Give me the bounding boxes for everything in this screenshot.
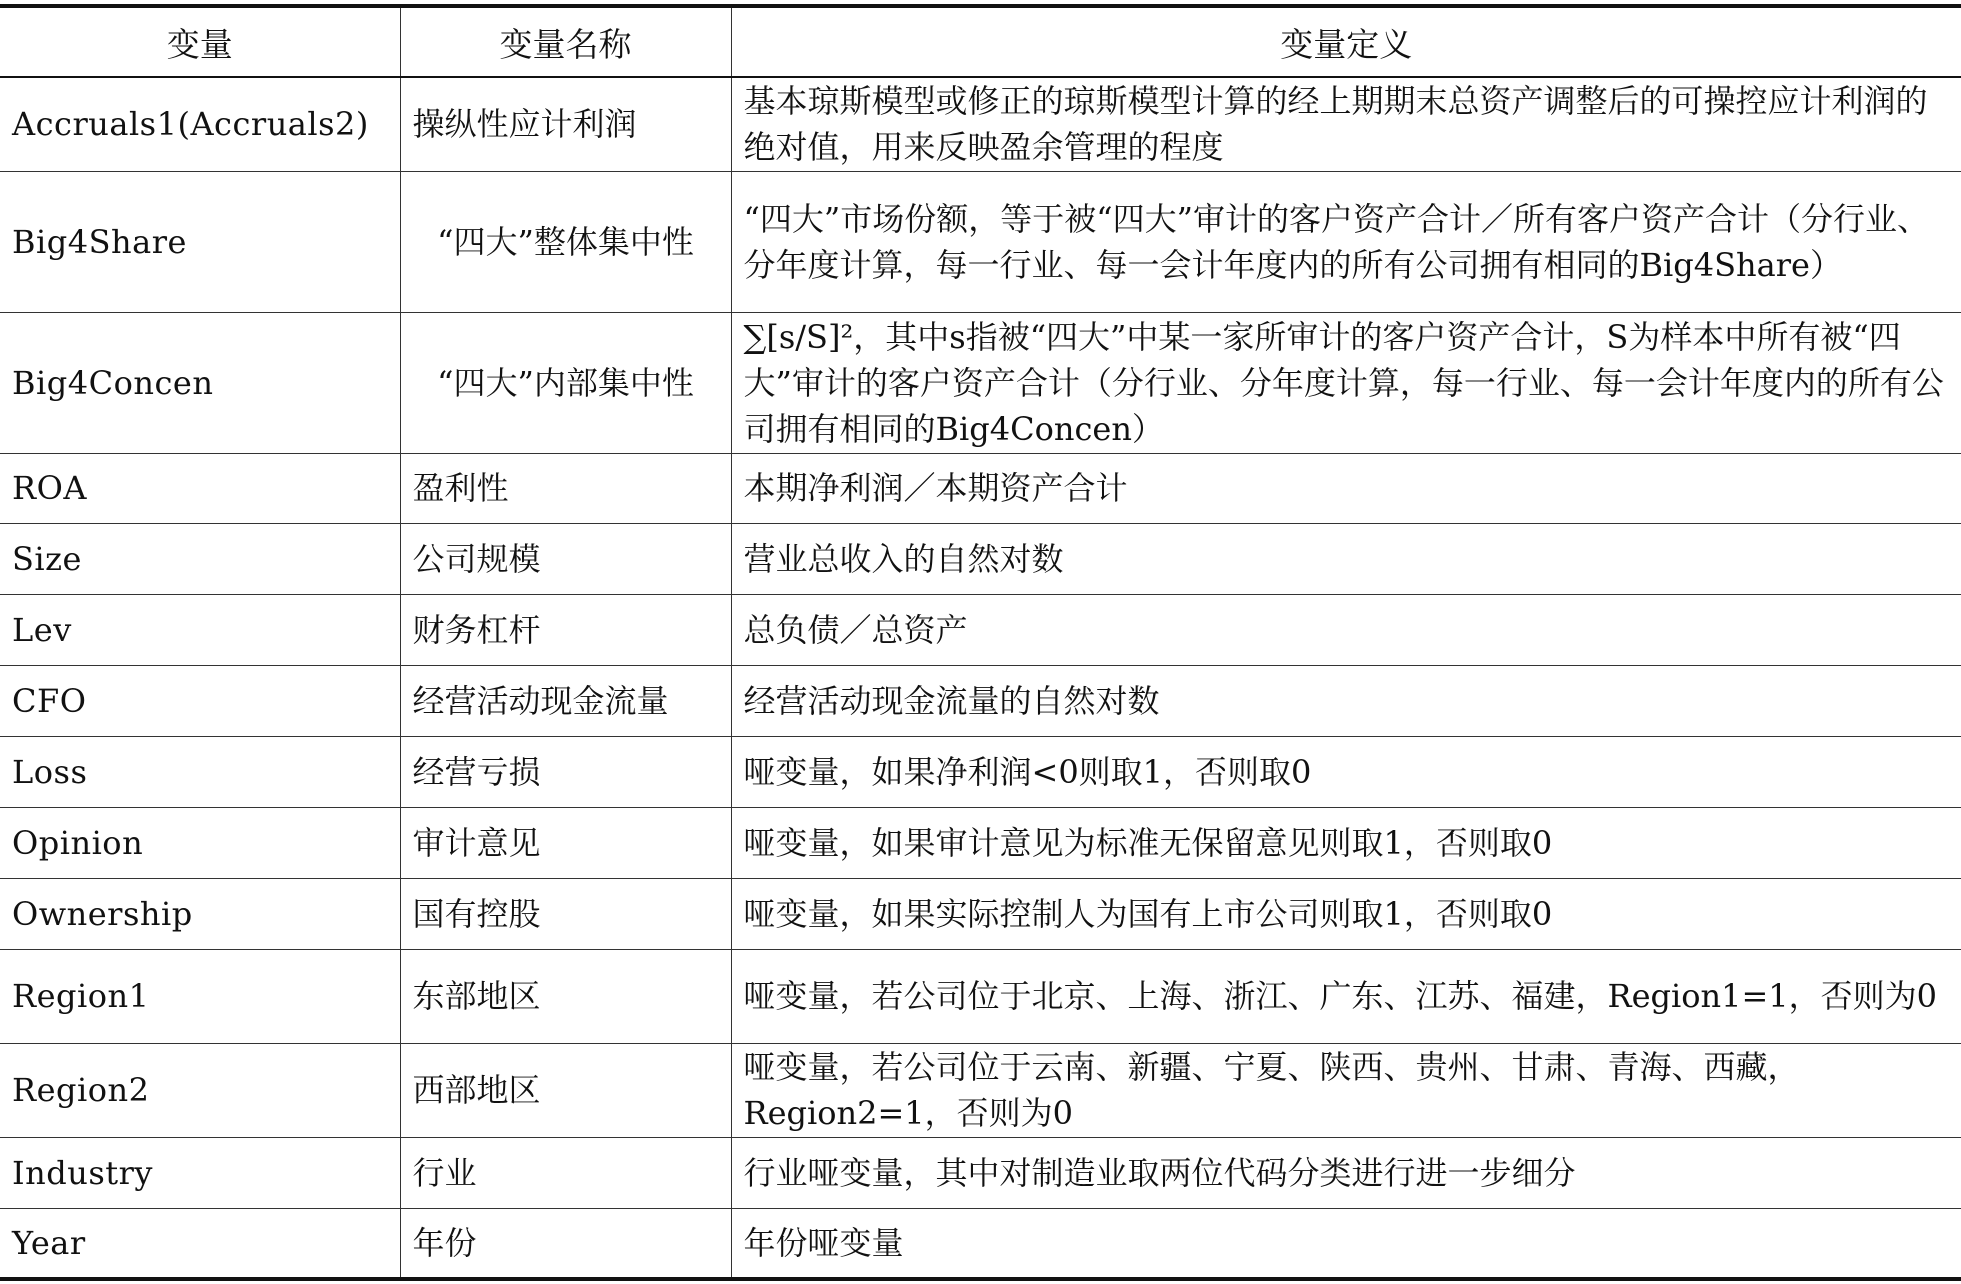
cell-variable-definition: “四大”市场份额，等于被“四大”审计的客户资产合计／所有客户资产合计（分行业、分年度计算，每一行业、每一会计年度内的所有公司拥有相同的Big4Share） bbox=[731, 171, 1961, 312]
cell-variable: Big4Concen bbox=[0, 312, 400, 453]
cell-variable-name: 东部地区 bbox=[400, 949, 731, 1043]
cell-variable: Accruals1(Accruals2) bbox=[0, 77, 400, 171]
cell-variable: Lev bbox=[0, 594, 400, 665]
cell-variable-definition: 经营活动现金流量的自然对数 bbox=[731, 665, 1961, 736]
cell-variable: Loss bbox=[0, 736, 400, 807]
cell-variable-name: 公司规模 bbox=[400, 523, 731, 594]
table-row bbox=[0, 736, 1961, 807]
cell-variable: Ownership bbox=[0, 878, 400, 949]
table-row bbox=[0, 878, 1961, 949]
cell-variable-name: 盈利性 bbox=[400, 453, 731, 523]
cell-variable-definition: 本期净利润／本期资产合计 bbox=[731, 453, 1961, 523]
cell-variable: Industry bbox=[0, 1137, 400, 1208]
table-row bbox=[0, 77, 1961, 171]
table-row bbox=[0, 171, 1961, 312]
cell-variable-name: 行业 bbox=[400, 1137, 731, 1208]
table-row bbox=[0, 807, 1961, 878]
cell-variable: Big4Share bbox=[0, 171, 400, 312]
cell-variable-definition: ∑[s/S]²，其中s指被“四大”中某一家所审计的客户资产合计，S为样本中所有被“四大”审计的客户资产合计（分行业、分年度计算，每一行业、每一会计年度内的所有公司拥有相同的Big4Concen） bbox=[731, 312, 1961, 453]
table-row bbox=[0, 1043, 1961, 1137]
cell-variable-name: 财务杠杆 bbox=[400, 594, 731, 665]
cell-variable: Size bbox=[0, 523, 400, 594]
table-row bbox=[0, 949, 1961, 1043]
cell-variable-name: 操纵性应计利润 bbox=[400, 77, 731, 171]
table-row bbox=[0, 665, 1961, 736]
cell-variable-name: 国有控股 bbox=[400, 878, 731, 949]
table-header bbox=[0, 6, 1961, 77]
header-variable-definition: 变量定义 bbox=[731, 6, 1961, 77]
variable-definition-table bbox=[0, 4, 1961, 1281]
table-row bbox=[0, 523, 1961, 594]
header-variable: 变量 bbox=[0, 6, 400, 77]
table-row bbox=[0, 1208, 1961, 1279]
variable-definition-table-wrapper bbox=[0, 4, 1961, 1281]
cell-variable: Year bbox=[0, 1208, 400, 1279]
cell-variable-name: 年份 bbox=[400, 1208, 731, 1279]
header-row bbox=[0, 6, 1961, 77]
cell-variable-name: 西部地区 bbox=[400, 1043, 731, 1137]
cell-variable-definition: 哑变量，若公司位于云南、新疆、宁夏、陕西、贵州、甘肃、青海、西藏，Region2=1，否则为0 bbox=[731, 1043, 1961, 1137]
cell-variable-definition: 行业哑变量，其中对制造业取两位代码分类进行进一步细分 bbox=[731, 1137, 1961, 1208]
cell-variable-definition: 总负债／总资产 bbox=[731, 594, 1961, 665]
cell-variable-name: “四大”整体集中性 bbox=[400, 171, 731, 312]
cell-variable-definition: 哑变量，如果实际控制人为国有上市公司则取1，否则取0 bbox=[731, 878, 1961, 949]
table-row bbox=[0, 312, 1961, 453]
cell-variable: CFO bbox=[0, 665, 400, 736]
cell-variable-name: 审计意见 bbox=[400, 807, 731, 878]
cell-variable-definition: 哑变量，如果净利润<0则取1，否则取0 bbox=[731, 736, 1961, 807]
cell-variable: Region2 bbox=[0, 1043, 400, 1137]
cell-variable-name: 经营活动现金流量 bbox=[400, 665, 731, 736]
table-row bbox=[0, 453, 1961, 523]
cell-variable-definition: 哑变量，若公司位于北京、上海、浙江、广东、江苏、福建，Region1=1，否则为0 bbox=[731, 949, 1961, 1043]
header-variable-name: 变量名称 bbox=[400, 6, 731, 77]
cell-variable-definition: 哑变量，如果审计意见为标准无保留意见则取1，否则取0 bbox=[731, 807, 1961, 878]
cell-variable-name: “四大”内部集中性 bbox=[400, 312, 731, 453]
cell-variable: Region1 bbox=[0, 949, 400, 1043]
cell-variable-definition: 基本琼斯模型或修正的琼斯模型计算的经上期期末总资产调整后的可操控应计利润的绝对值，用来反映盈余管理的程度 bbox=[731, 77, 1961, 171]
table-body bbox=[0, 77, 1961, 1279]
cell-variable: Opinion bbox=[0, 807, 400, 878]
cell-variable-name: 经营亏损 bbox=[400, 736, 731, 807]
table-row bbox=[0, 594, 1961, 665]
cell-variable: ROA bbox=[0, 453, 400, 523]
table-row bbox=[0, 1137, 1961, 1208]
cell-variable-definition: 年份哑变量 bbox=[731, 1208, 1961, 1279]
cell-variable-definition: 营业总收入的自然对数 bbox=[731, 523, 1961, 594]
